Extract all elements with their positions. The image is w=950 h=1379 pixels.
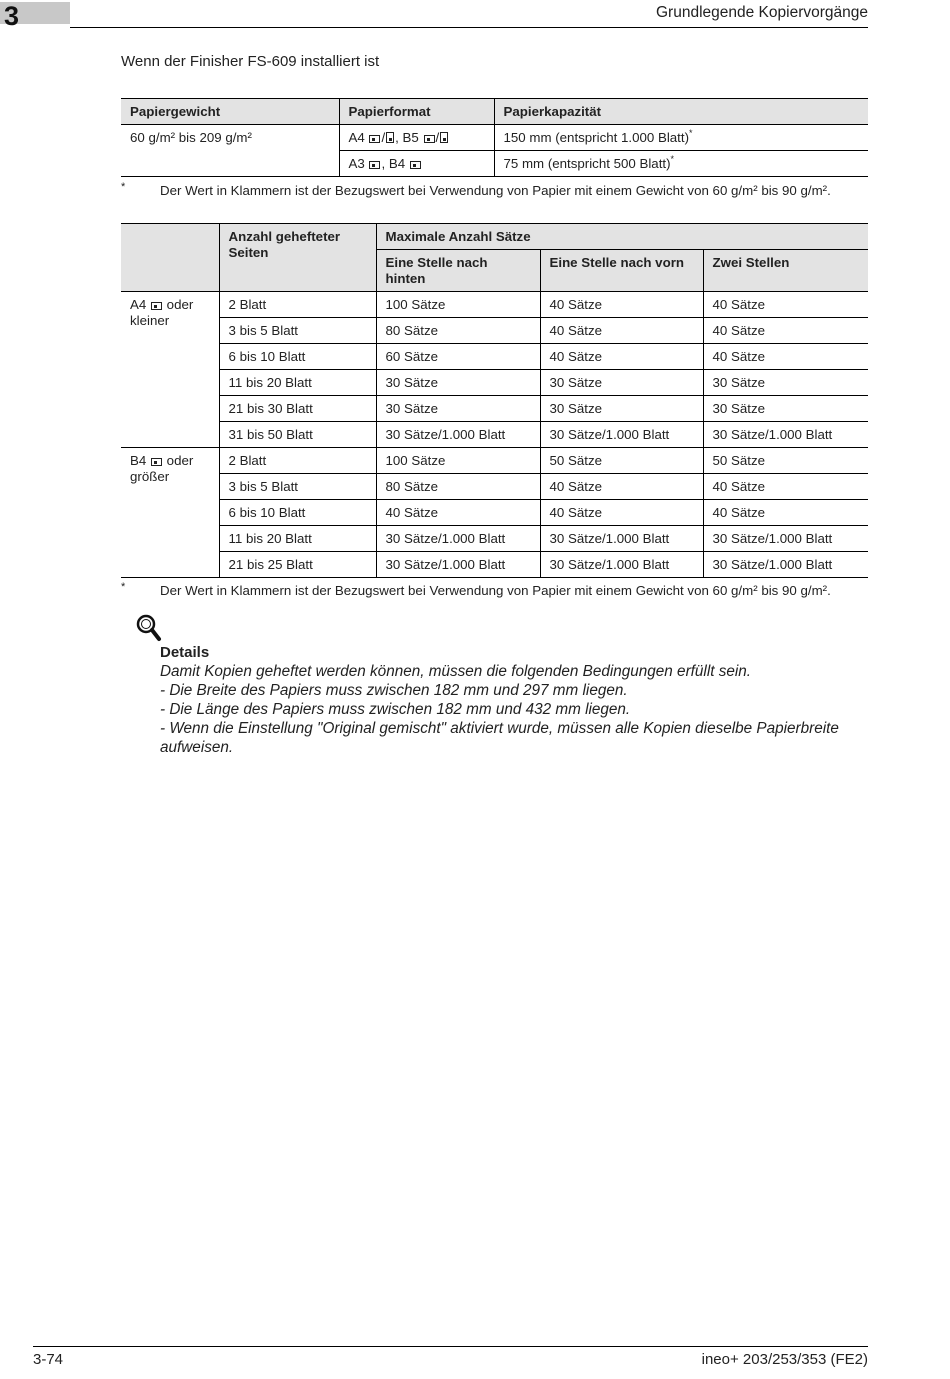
table-row bbox=[121, 125, 868, 151]
table-cell: 30 Sätze/1.000 Blatt bbox=[703, 526, 868, 552]
table-row bbox=[121, 422, 868, 448]
table-cell: 40 Sätze bbox=[376, 500, 540, 526]
table-cell: 30 Sätze/1.000 Blatt bbox=[376, 422, 540, 448]
footnote-marker: * bbox=[121, 581, 126, 593]
portrait-orientation-icon bbox=[386, 132, 394, 143]
col-header-capacity: Papierkapazität bbox=[494, 99, 868, 125]
footnote-text: Der Wert in Klammern ist der Bezugswert bei Verwendung von Papier mit einem Gewicht von 60 g/m² bis 90 g/m². bbox=[160, 583, 831, 598]
table-cell: 40 Sätze bbox=[540, 344, 703, 370]
paper-weight-cell: 60 g/m² bis 209 g/m² bbox=[121, 125, 339, 177]
table-cell: 30 Sätze bbox=[376, 396, 540, 422]
table-cell: 40 Sätze bbox=[540, 318, 703, 344]
landscape-orientation-icon bbox=[424, 135, 435, 143]
running-header-title: Grundlegende Kopiervorgänge bbox=[656, 4, 868, 21]
table-row bbox=[121, 344, 868, 370]
table-row bbox=[121, 526, 868, 552]
table-cell: 30 Sätze/1.000 Blatt bbox=[540, 552, 703, 578]
landscape-orientation-icon bbox=[410, 161, 421, 169]
table-cell: 50 Sätze bbox=[703, 448, 868, 474]
table-cell: 40 Sätze bbox=[540, 292, 703, 318]
table-cell: 40 Sätze bbox=[540, 500, 703, 526]
table-cell: 80 Sätze bbox=[376, 318, 540, 344]
size-group-b4: B4 oder größer bbox=[121, 448, 219, 578]
table-row bbox=[121, 552, 868, 578]
details-line: - Wenn die Einstellung "Original gemischt" aktiviert wurde, müssen alle Kopien dieselbe Papierbreite aufweisen. bbox=[160, 720, 839, 756]
table-cell: 11 bis 20 Blatt bbox=[219, 370, 376, 396]
header-empty-cell bbox=[121, 224, 219, 292]
table-cell: 3 bis 5 Blatt bbox=[219, 318, 376, 344]
landscape-orientation-icon bbox=[151, 458, 162, 466]
page-number: 3-74 bbox=[33, 1351, 64, 1368]
section-intro: Wenn der Finisher FS-609 installiert ist bbox=[121, 53, 380, 70]
table-cell: 30 Sätze/1.000 Blatt bbox=[540, 526, 703, 552]
col-header-max-sets: Maximale Anzahl Sätze bbox=[376, 224, 868, 250]
table-cell: 40 Sätze bbox=[540, 474, 703, 500]
table-header-row bbox=[121, 99, 868, 125]
table-row bbox=[121, 500, 868, 526]
details-line: - Die Länge des Papiers muss zwischen 182 mm und 432 mm liegen. bbox=[160, 701, 631, 718]
col-header-pages: Anzahl gehefteter Seiten bbox=[219, 224, 376, 292]
footnote-text: Der Wert in Klammern ist der Bezugswert bei Verwendung von Papier mit einem Gewicht von 60 g/m² bis 90 g/m². bbox=[160, 183, 831, 198]
table-cell: 30 Sätze bbox=[703, 370, 868, 396]
staple-sets-table bbox=[121, 223, 868, 578]
table-header-row bbox=[121, 224, 868, 250]
landscape-orientation-icon bbox=[369, 135, 380, 143]
format-cell: A3 , B4 bbox=[339, 151, 494, 177]
table-cell: 80 Sätze bbox=[376, 474, 540, 500]
table-cell: 30 Sätze bbox=[376, 370, 540, 396]
col-header-format: Papierformat bbox=[339, 99, 494, 125]
product-name: ineo+ 203/253/353 (FE2) bbox=[701, 1351, 868, 1368]
table-cell: 40 Sätze bbox=[703, 318, 868, 344]
col-header-weight: Papiergewicht bbox=[121, 99, 339, 125]
table-cell: 60 Sätze bbox=[376, 344, 540, 370]
table-cell: 30 Sätze bbox=[540, 396, 703, 422]
table-cell: 100 Sätze bbox=[376, 448, 540, 474]
table-cell: 6 bis 10 Blatt bbox=[219, 500, 376, 526]
table-cell: 50 Sätze bbox=[540, 448, 703, 474]
details-note bbox=[160, 644, 870, 757]
table-cell: 2 Blatt bbox=[219, 292, 376, 318]
chapter-number: 3 bbox=[4, 1, 20, 31]
table-cell: 30 Sätze/1.000 Blatt bbox=[376, 526, 540, 552]
footer-rule bbox=[33, 1346, 868, 1347]
table-row bbox=[121, 474, 868, 500]
table-row bbox=[121, 292, 868, 318]
magnifier-icon bbox=[136, 614, 162, 642]
table-cell: 30 Sätze/1.000 Blatt bbox=[540, 422, 703, 448]
table-cell: 6 bis 10 Blatt bbox=[219, 344, 376, 370]
table-cell: 40 Sätze bbox=[703, 474, 868, 500]
table-cell: 40 Sätze bbox=[703, 292, 868, 318]
table-cell: 30 Sätze/1.000 Blatt bbox=[703, 552, 868, 578]
capacity-cell: 75 mm (entspricht 500 Blatt)* bbox=[494, 151, 868, 177]
header-rule bbox=[70, 27, 868, 28]
details-line: - Die Breite des Papiers muss zwischen 182 mm und 297 mm liegen. bbox=[160, 682, 628, 699]
col-header-two: Zwei Stellen bbox=[703, 250, 868, 292]
capacity-cell: 150 mm (entspricht 1.000 Blatt)* bbox=[494, 125, 868, 151]
table-cell: 40 Sätze bbox=[703, 500, 868, 526]
details-line: Damit Kopien geheftet werden können, müssen die folgenden Bedingungen erfüllt sein. bbox=[160, 663, 752, 680]
landscape-orientation-icon bbox=[151, 302, 162, 310]
col-header-front: Eine Stelle nach vorn bbox=[540, 250, 703, 292]
table-cell: 31 bis 50 Blatt bbox=[219, 422, 376, 448]
size-group-a4: A4 oder kleiner bbox=[121, 292, 219, 448]
table-cell: 30 Sätze bbox=[703, 396, 868, 422]
table-cell: 30 Sätze/1.000 Blatt bbox=[376, 552, 540, 578]
table-cell: 21 bis 25 Blatt bbox=[219, 552, 376, 578]
table-cell: 40 Sätze bbox=[703, 344, 868, 370]
portrait-orientation-icon bbox=[440, 132, 448, 143]
table-cell: 2 Blatt bbox=[219, 448, 376, 474]
table-cell: 21 bis 30 Blatt bbox=[219, 396, 376, 422]
table-cell: 3 bis 5 Blatt bbox=[219, 474, 376, 500]
details-heading: Details bbox=[160, 644, 210, 661]
table-row bbox=[121, 396, 868, 422]
col-header-back: Eine Stelle nach hinten bbox=[376, 250, 540, 292]
table-row bbox=[121, 448, 868, 474]
footnote-marker: * bbox=[121, 181, 126, 193]
table-cell: 100 Sätze bbox=[376, 292, 540, 318]
table-row bbox=[121, 318, 868, 344]
format-cell: A4 / , B5 / bbox=[339, 125, 494, 151]
landscape-orientation-icon bbox=[369, 161, 380, 169]
table-cell: 30 Sätze bbox=[540, 370, 703, 396]
table-cell: 30 Sätze/1.000 Blatt bbox=[703, 422, 868, 448]
paper-capacity-table bbox=[121, 98, 868, 177]
table-cell: 11 bis 20 Blatt bbox=[219, 526, 376, 552]
table-row bbox=[121, 370, 868, 396]
